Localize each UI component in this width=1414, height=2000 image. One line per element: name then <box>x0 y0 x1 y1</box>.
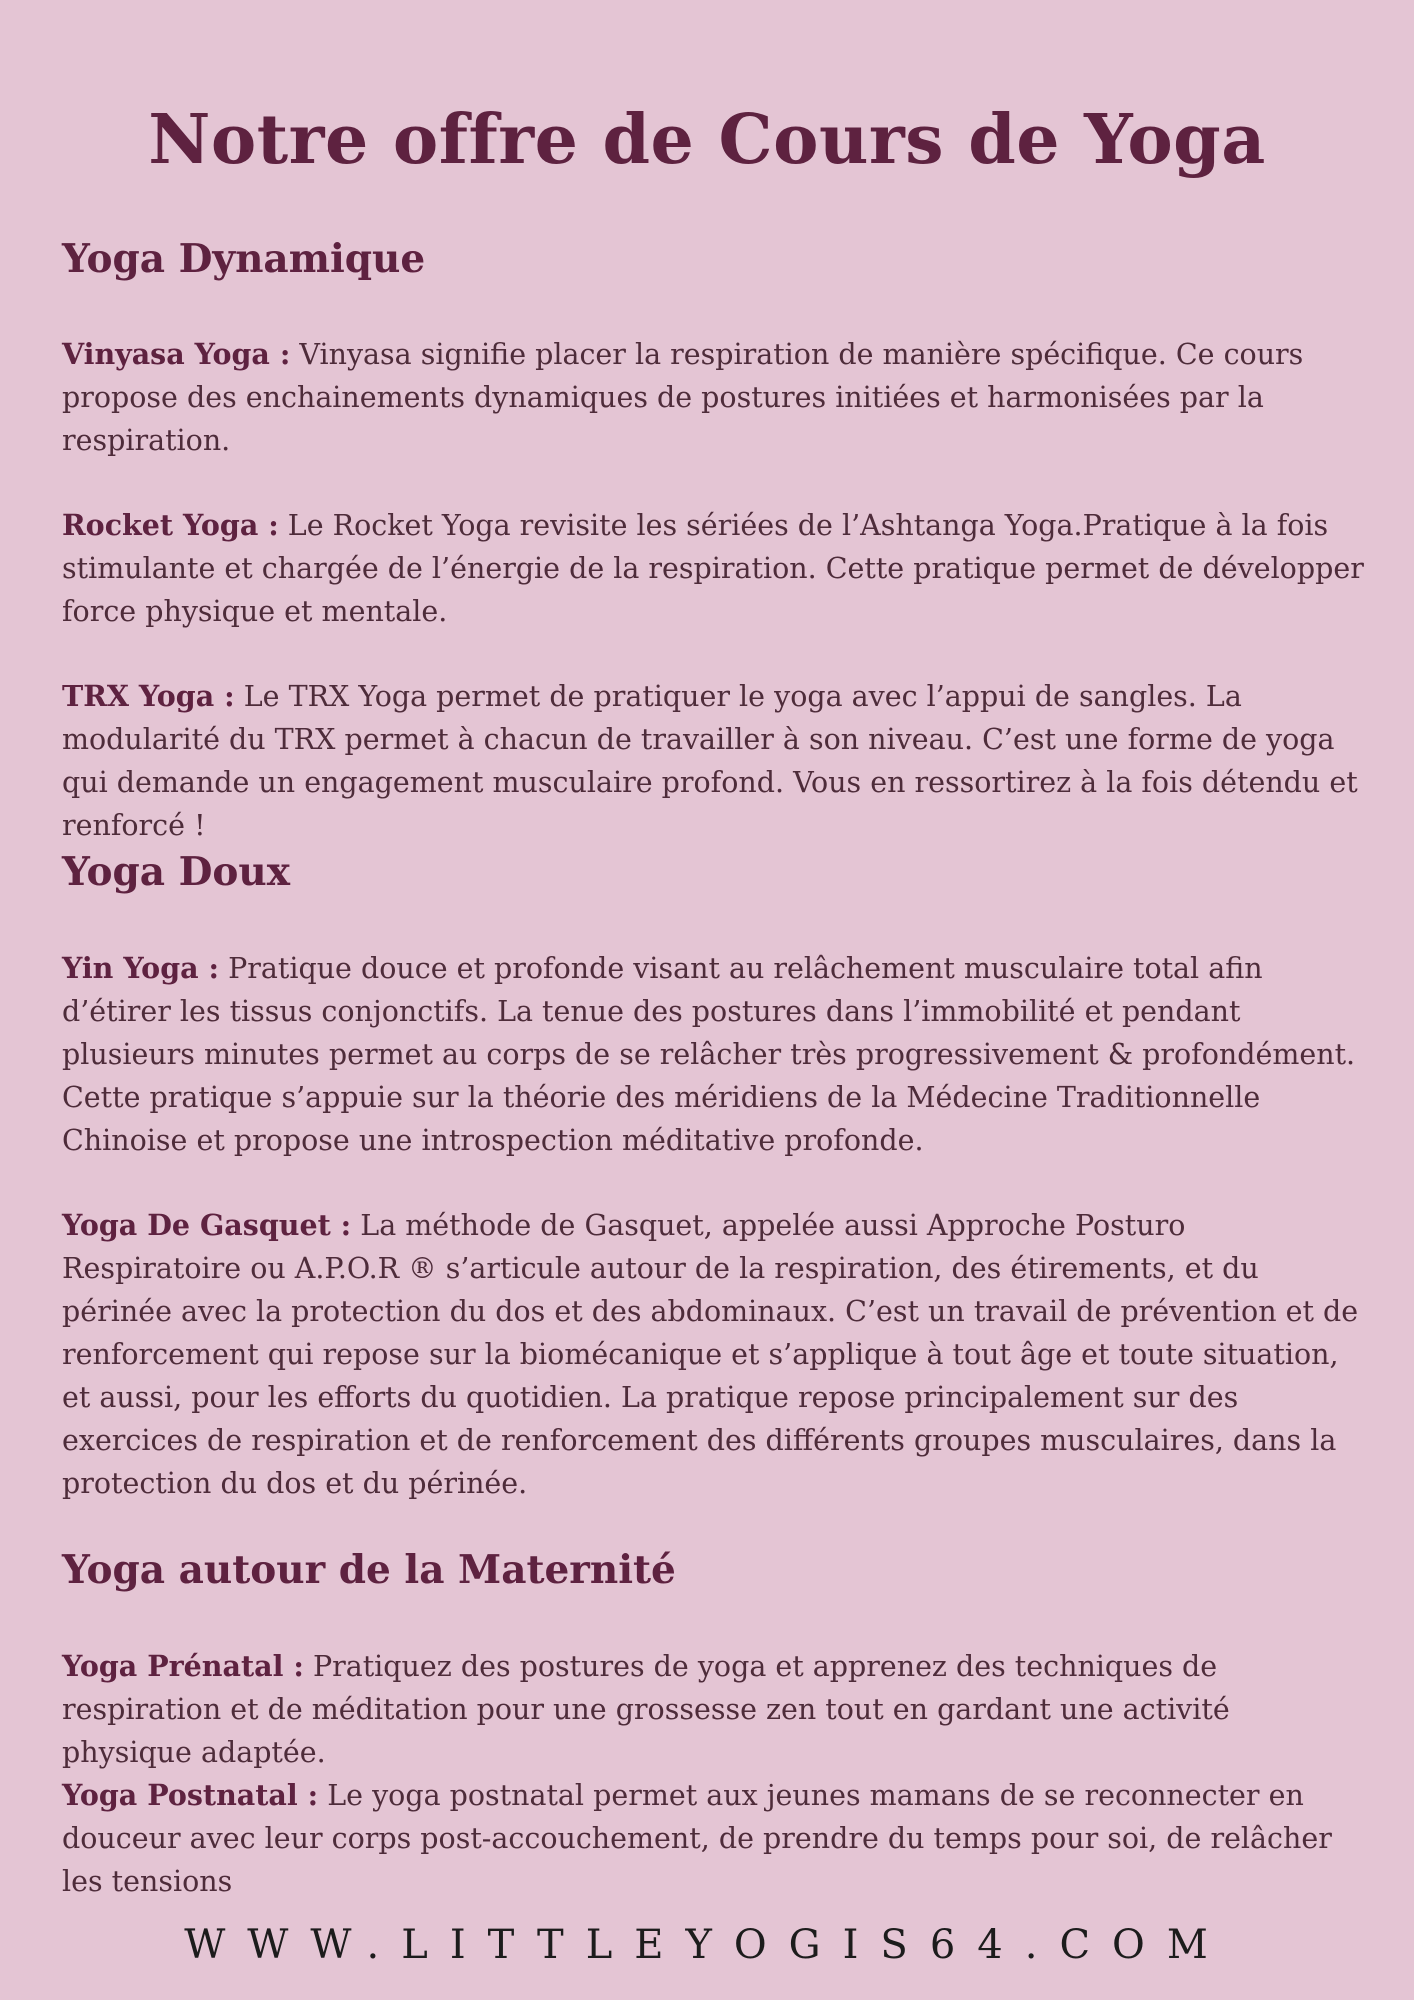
course-term: Yoga De Gasquet : <box>62 1208 352 1242</box>
course-description: Le yoga postnatal permet aux jeunes mamans de se reconnecter en douceur avec leur corps post-accouchement, de prendre du temps pour soi, de relâcher les tensions <box>62 1779 1332 1898</box>
course-term: TRX Yoga : <box>62 679 235 713</box>
course-description: Le Rocket Yoga revisite les sériées de l’Ashtanga Yoga.Pratique à la fois stimulante et chargée de l’énergie de la respiration. Cette pratique permet de développer force physique et mentale. <box>62 509 1364 628</box>
course-trx-yoga <box>62 675 1367 847</box>
course-yoga-prenatal <box>62 1645 1367 1774</box>
course-vinyasa-yoga <box>62 333 1367 462</box>
course-yoga-postnatal <box>62 1774 1367 1903</box>
course-term: Yoga Prénatal : <box>62 1649 304 1683</box>
course-term: Yoga Postnatal : <box>62 1778 319 1812</box>
section-heading-yoga-doux: Yoga Doux <box>62 849 291 895</box>
course-yin-yoga <box>62 947 1367 1162</box>
course-term: Rocket Yoga : <box>62 508 279 542</box>
website-url[interactable]: WWW.LITTLEYOGIS64.COM <box>184 1922 1230 1968</box>
course-yoga-de-gasquet <box>62 1204 1367 1505</box>
section-heading-yoga-maternite: Yoga autour de la Maternité <box>62 1547 676 1593</box>
course-description: Le TRX Yoga permet de pratiquer le yoga avec l’appui de sangles. La modularité du TRX permet à chacun de travailler à son niveau. C’est une forme de yoga qui demande un engagement musculaire profond. Vous en ressortirez à la fois détendu et renforcé ! <box>62 680 1358 842</box>
section-heading-yoga-dynamique: Yoga Dynamique <box>62 236 426 282</box>
course-term: Yin Yoga : <box>62 951 220 985</box>
course-description: Pratiquez des postures de yoga et apprenez des techniques de respiration et de méditation pour une grossesse zen tout en gardant une activité physique adaptée. <box>62 1650 1230 1769</box>
course-description: Vinyasa signifie placer la respiration de manière spécifique. Ce cours propose des enchainements dynamiques de postures initiées et harmonisées par la respiration. <box>62 338 1304 457</box>
course-description: La méthode de Gasquet, appelée aussi Approche Posturo Respiratoire ou A.P.O.R ® s’articule autour de la respiration, des étirements, et du périnée avec la protection du dos et des abdominaux. C’est un travail de prévention et de renforcement qui repose sur la biomécanique et s’applique à tout âge et toute situation, et aussi, pour les efforts du quotidien. La pratique repose principalement sur des exercices de respiration et de renforcement des différents groupes musculaires, dans la protection du dos et du périnée. <box>62 1209 1359 1500</box>
course-description-continued: Cette pratique s’appuie sur la théorie des méridiens de la Médecine Traditionnelle Chinoise et propose une introspection méditative profonde. <box>62 1081 1261 1157</box>
page-title: Notre offre de Cours de Yoga <box>148 100 1266 180</box>
course-term: Vinyasa Yoga : <box>62 337 291 371</box>
course-rocket-yoga <box>62 504 1367 633</box>
course-description: Pratique douce et profonde visant au relâchement musculaire total afin d’étirer les tissus conjonctifs. La tenue des postures dans l’immobilité et pendant plusieurs minutes permet au corps de se relâcher très progressivement & profondément. <box>62 952 1356 1071</box>
